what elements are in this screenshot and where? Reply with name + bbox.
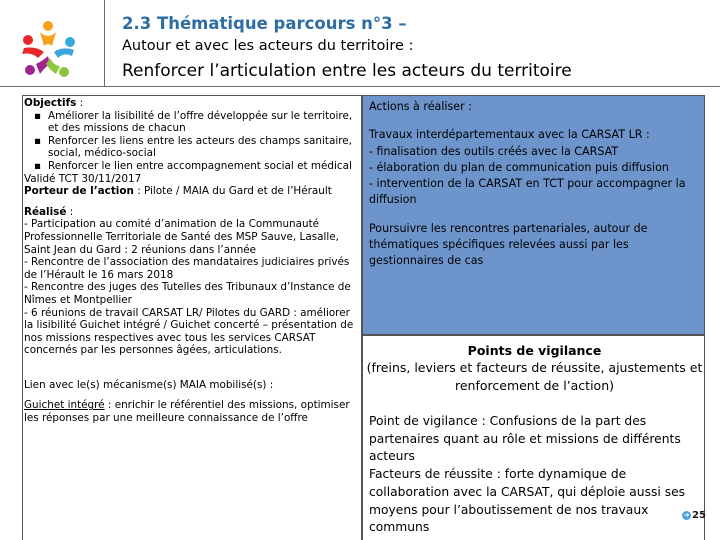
- page-number: ➜ 25: [683, 510, 706, 521]
- success-factors: Facteurs de réussite : forte dynamique de collaboration avec la CARSAT, qui déploie aussi ses moyens pour l’aboutissement de nos travaux communs: [369, 467, 686, 535]
- validated-date: Validé TCT 30/11/2017: [24, 172, 142, 185]
- guichet-integre-text: Guichet intégré : enrichir le référentiel des missions, optimiser les réponses par une meilleure connaissance de l’offre: [24, 399, 350, 425]
- maia-mechanism-line: Lien avec le(s) mécanisme(s) MAIA mobilisé(s) :: [24, 378, 274, 391]
- header-divider-horizontal: [0, 86, 720, 87]
- realise-item: - 6 réunions de travail CARSAT LR/ Pilotes du GARD : améliorer la lisibilité Guichet intégré / Guichet concerté – présentation de nos missions respectives avec tous les services CARSAT concernés par les personnes âgées, articulations.: [24, 306, 354, 357]
- section-number-title: 2.3 Thématique parcours n°3 –: [122, 14, 407, 33]
- objectives-list: [24, 110, 358, 173]
- vigilance-body: [369, 413, 703, 537]
- list-item: ▪ Renforcer les liens entre les acteurs des champs sanitaire, social, médico-social: [34, 134, 352, 160]
- actions-block2: Poursuivre les rencontres partenariales, autour de thématiques spécifiques relevées aussi par les gestionnaires de cas: [369, 221, 648, 268]
- actions-line: - intervention de la CARSAT en TCT pour accompagner la diffusion: [369, 177, 686, 207]
- actions-panel: [362, 95, 705, 335]
- porteur-line: Porteur de l’action : Pilote / MAIA du Gard et de l’Hérault: [24, 185, 332, 198]
- vigilance-heading: Points de vigilance: [467, 343, 602, 358]
- realise-item: - Rencontre des juges des Tutelles des Tribunaux d’Instance de Nîmes et Montpellier: [24, 281, 351, 306]
- objectifs-heading: Objectifs :: [24, 97, 84, 109]
- realise-heading: Réalisé :: [24, 205, 74, 218]
- arrow-circle-icon: ➜: [683, 510, 690, 519]
- vigilance-subtitle: (freins, leviers et facteurs de réussite, ajustements et renforcement de l’action): [366, 360, 703, 393]
- actions-line: Travaux interdépartementaux avec la CARSAT LR :: [369, 128, 650, 142]
- actions-heading: Actions à réaliser :: [369, 100, 472, 113]
- realise-item: - Participation au comité d’animation de la Communauté Professionnelle Territoriale de Santé des MSP Sauve, Lasalle, Saint Jean du Gard : 2 réunions dans l’année: [24, 218, 339, 256]
- list-item: ▪ Améliorer la lisibilité de l’offre développée sur le territoire, et des missions de chacun: [34, 109, 353, 135]
- realise-item: - Rencontre de l’association des mandataires judiciaires privés de l’Hérault le 16 mars 2018: [24, 256, 350, 281]
- list-item: ▪ Renforcer le lien entre accompagnement social et médical: [34, 159, 352, 172]
- page-title: Renforcer l’articulation entre les acteurs du territoire: [122, 61, 572, 81]
- section-subtitle: Autour et avec les acteurs du territoire :: [122, 38, 414, 54]
- colorful-people-logo: [18, 18, 78, 80]
- actions-line: - élaboration du plan de communication puis diffusion: [369, 160, 669, 174]
- vigilance-point: Point de vigilance : Confusions de la part des partenaires quant au rôle et missions de différents acteurs: [369, 414, 681, 464]
- actions-line: - finalisation des outils créés avec la CARSAT: [369, 144, 619, 158]
- objectives-panel: [22, 95, 362, 540]
- vigilance-panel: [362, 335, 705, 540]
- header-divider-vertical: [104, 0, 105, 86]
